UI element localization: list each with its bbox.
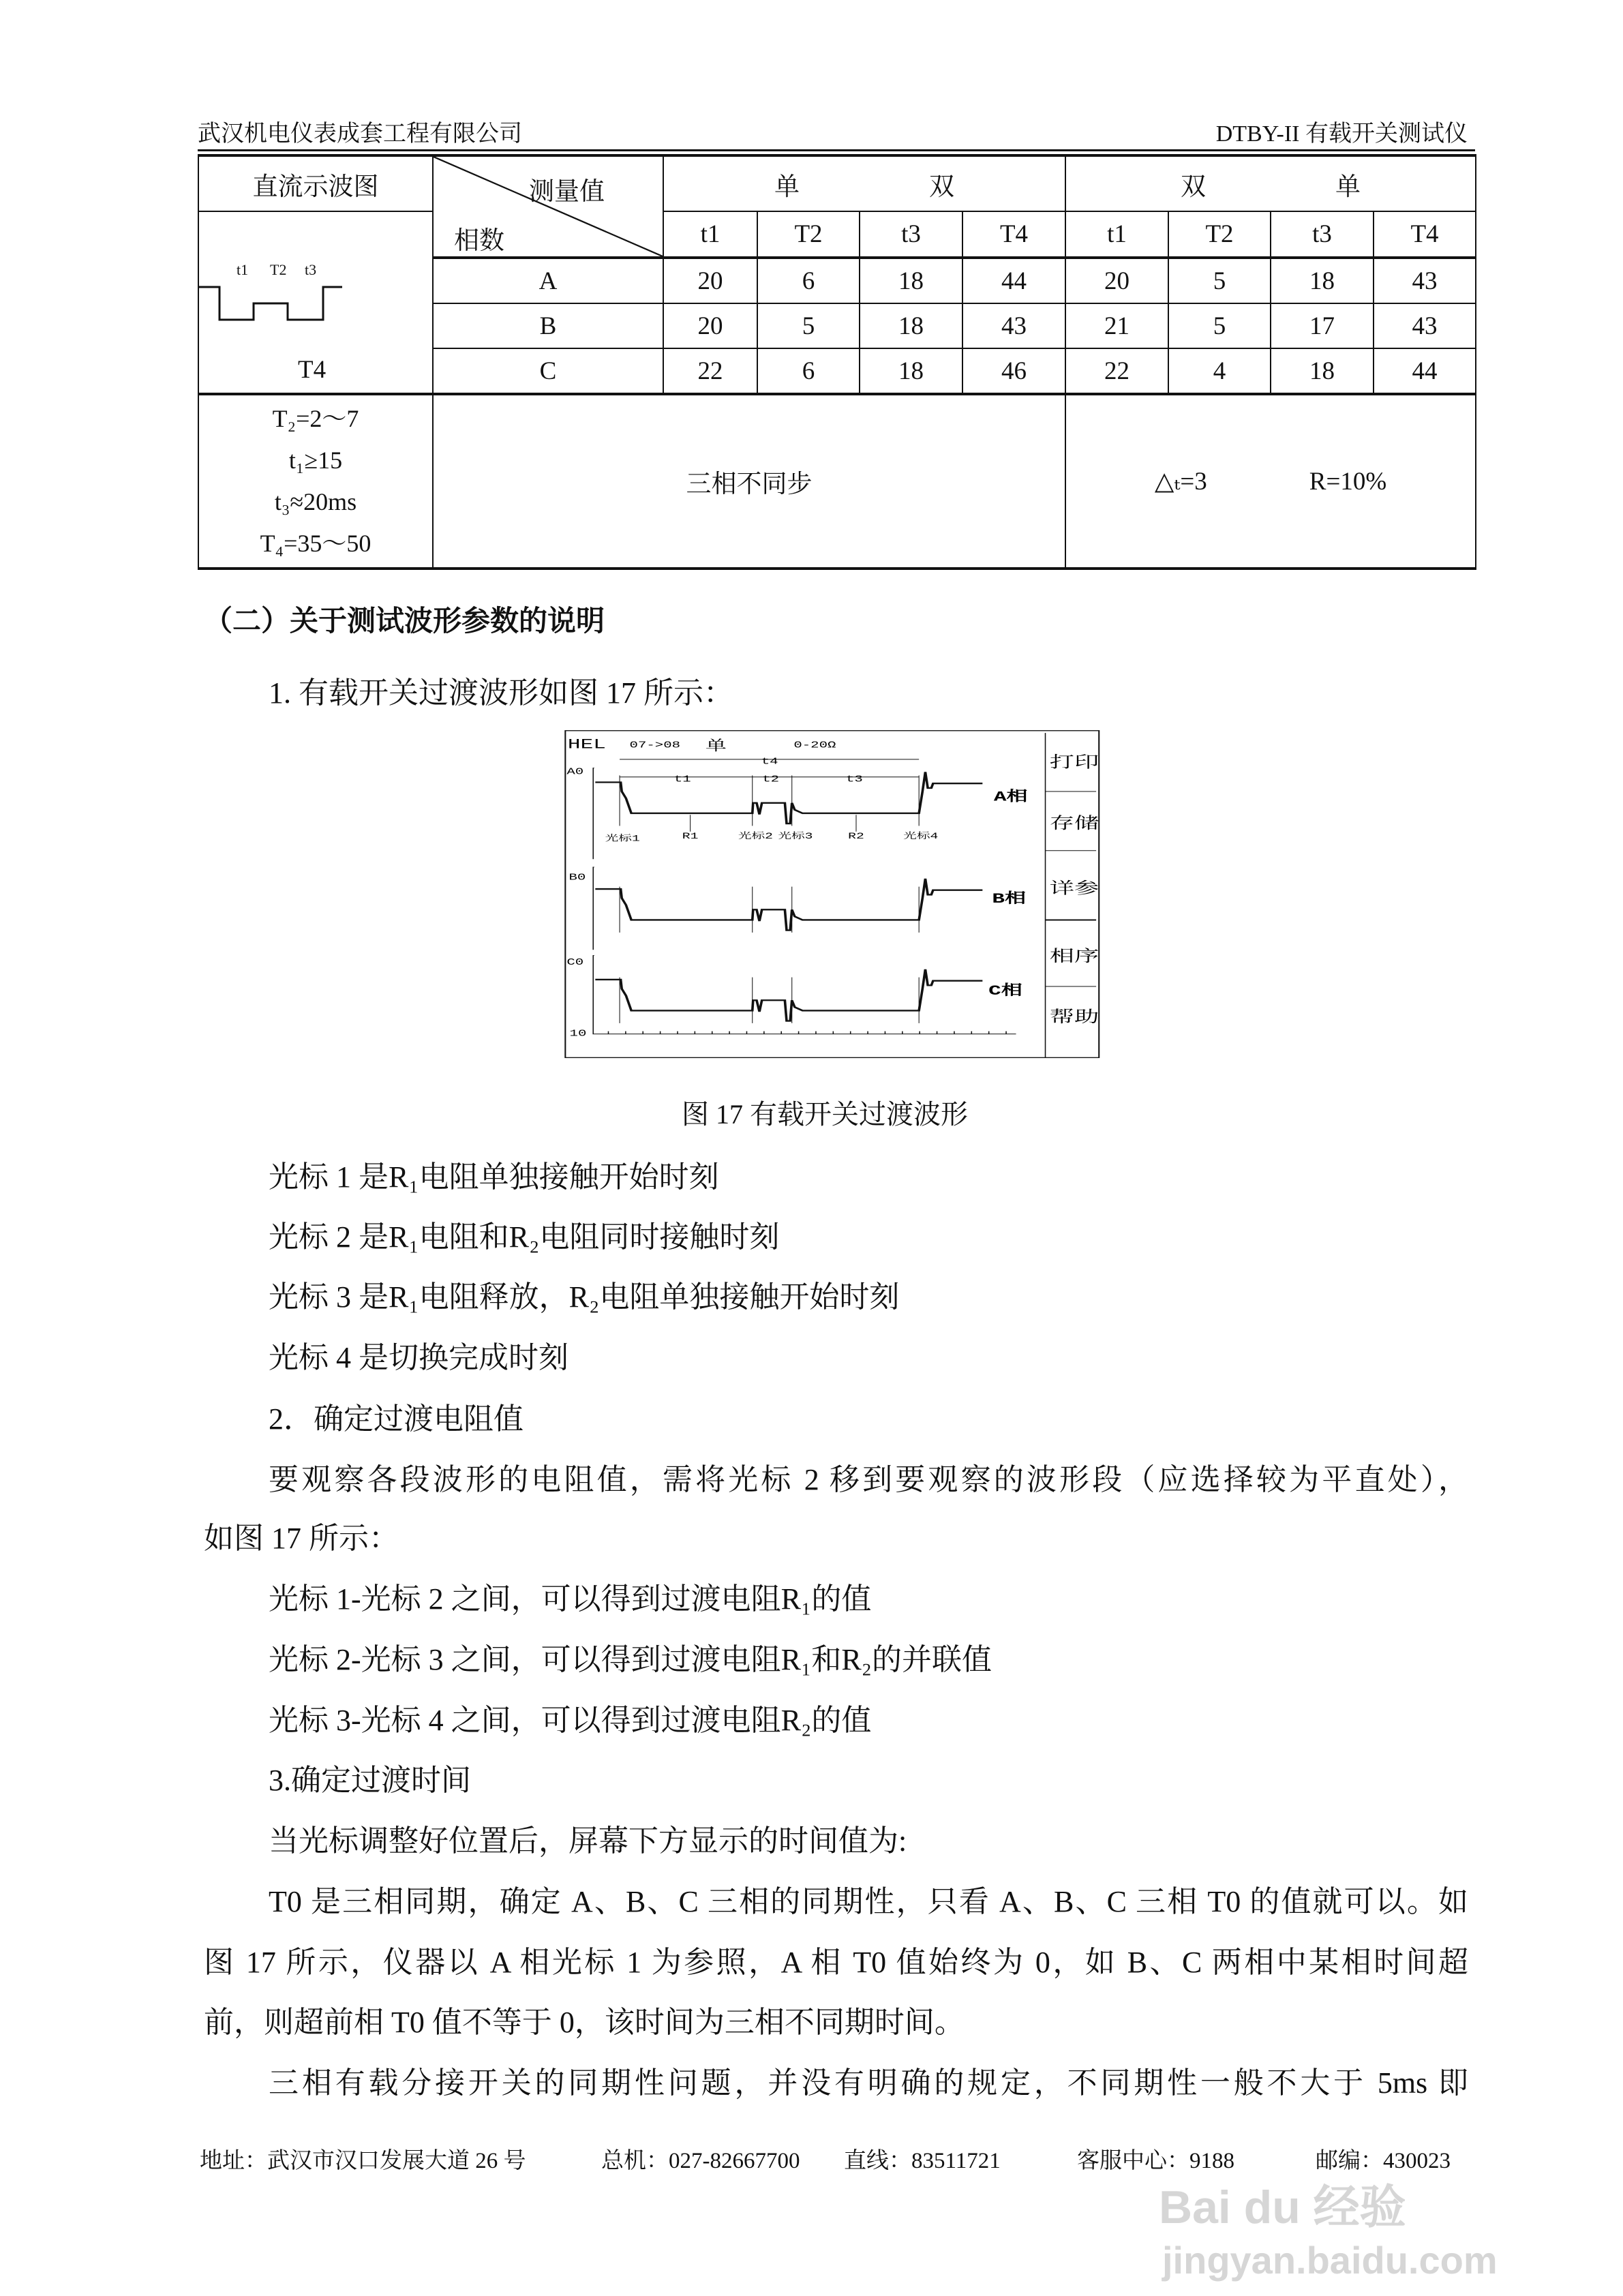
footer-switchboard: 总机：027-82667700 <box>601 2149 800 2173</box>
para2-line1: 要观察各段波形的电阻值，需将光标 2 移到要观察的波形段（应选择较为平直处）， <box>269 1463 1468 1496</box>
baidu-watermark-url: jingyan.baidu.com <box>1162 2239 1498 2282</box>
value-cell: 20 <box>663 258 757 303</box>
group2-label-b: 单 <box>1335 172 1361 201</box>
axis-label-c0: C0 <box>566 957 584 968</box>
waveform-cell <box>198 211 433 394</box>
waveform-header: 直流示波图 <box>198 155 433 211</box>
subcol-header: T2 <box>1168 211 1271 258</box>
conditions-cell <box>198 394 433 569</box>
value-cell: 21 <box>1065 303 1168 348</box>
section-title: （二）关于测试波形参数的说明 <box>204 604 605 637</box>
delta-t: △ₜ=3 <box>1154 468 1207 496</box>
cursor-3-label: 光标3 <box>778 831 813 841</box>
value-cell: 18 <box>860 303 962 348</box>
para4-line: T0 是三相同期，确定 A、B、C 三相的同期性，只看 A、B、C 三相 T0 的值就可以。如 <box>269 1885 1468 1918</box>
value-cell: 43 <box>1374 303 1476 348</box>
cursor-1-label: 光标1 <box>605 833 640 844</box>
para3: 当光标调整好位置后，屏幕下方显示的时间值为: <box>269 1824 907 1858</box>
range-desc: 光标 1-光标 2 之间，可以得到过渡电阻R₁的值 <box>269 1582 872 1616</box>
axis-label-a0: A0 <box>566 766 584 778</box>
cursor-desc: 光标 1 是R₁电阻单独接触开始时刻 <box>269 1160 719 1194</box>
header-company: 武汉机电仪表成套工程有限公司 <box>198 121 522 147</box>
fig-title-mode: 单 <box>705 738 727 755</box>
value-cell: 44 <box>1374 348 1476 394</box>
subcol-header: T4 <box>1374 211 1476 258</box>
para4-line: 前，则超前相 T0 值不等于 0，该时间为三相不同期时间。 <box>204 2006 965 2039</box>
value-cell: 6 <box>757 348 860 394</box>
figure-caption: 图 17 有载开关过渡波形 <box>682 1099 968 1130</box>
item-3: 3.确定过渡时间 <box>269 1764 471 1797</box>
result2-cell <box>1065 394 1476 569</box>
phase-cell: C <box>433 348 663 394</box>
phase-b-label: B相 <box>992 891 1027 907</box>
cursor-4-label: 光标4 <box>903 831 939 841</box>
fig-title-range: 0-20Ω <box>793 740 836 751</box>
diag-top-label: 测量值 <box>529 178 605 206</box>
range-desc: 光标 2-光标 3 之间，可以得到过渡电阻R₁和R₂的并联值 <box>269 1643 992 1676</box>
header-rule <box>198 149 1475 151</box>
test-result-table <box>198 154 1476 570</box>
diag-bottom-label: 相数 <box>454 227 504 255</box>
value-cell: 20 <box>663 303 757 348</box>
value-cell: 5 <box>1168 303 1271 348</box>
subcol-header: t3 <box>1271 211 1374 258</box>
group1-header <box>663 155 1065 211</box>
r1-label: R1 <box>682 831 699 841</box>
value-cell: 20 <box>1065 258 1168 303</box>
result1-cell: 三相不同步 <box>433 394 1065 569</box>
para4-line: 图 17 所示，仪器以 A 相光标 1 为参照，A 相 T0 值始终为 0，如 B、C 两相中某相时间超 <box>204 1946 1468 1979</box>
value-cell: 43 <box>962 303 1065 348</box>
group1-label-b: 双 <box>929 172 954 201</box>
group2-header <box>1065 155 1476 211</box>
header-product: DTBY-II 有载开关测试仪 <box>1215 121 1468 147</box>
condition: T₄=35～50 <box>260 530 371 557</box>
value-cell: 22 <box>1065 348 1168 394</box>
menu-details[interactable]: 详参 <box>1049 881 1099 899</box>
condition: T₂=2～7 <box>272 405 359 432</box>
fig-title-hel: HEL <box>567 736 606 753</box>
item-2: 2．确定过渡电阻值 <box>269 1402 524 1436</box>
interval-t1: t1 <box>673 774 691 785</box>
diagonal-header-cell <box>433 155 663 258</box>
footer-address: 地址：武汉市汉口发展大道 26 号 <box>200 2149 526 2173</box>
interval-t3: t3 <box>845 774 863 785</box>
subcol-header: T4 <box>962 211 1065 258</box>
item-1: 1. 有载开关过渡波形如图 17 所示： <box>269 676 733 710</box>
condition: t₁≥15 <box>288 447 343 474</box>
menu-phase-order[interactable]: 相序 <box>1049 948 1099 967</box>
footer-service: 客服中心：9188 <box>1077 2149 1234 2173</box>
cursor-desc: 光标 3 是R₁电阻释放，R₂电阻单独接触开始时刻 <box>269 1280 900 1314</box>
menu-help[interactable]: 帮助 <box>1049 1009 1099 1027</box>
value-cell: 18 <box>1271 258 1374 303</box>
wave-label-T2: T2 <box>270 261 287 278</box>
subcol-header: t3 <box>860 211 962 258</box>
wave-label-T4: T4 <box>298 356 327 384</box>
cursor-desc: 光标 2 是R₁电阻和R₂电阻同时接触时刻 <box>269 1220 780 1254</box>
phase-cell: B <box>433 303 663 348</box>
range-desc: 光标 3-光标 4 之间，可以得到过渡电阻R₂的值 <box>269 1704 872 1737</box>
value-cell: 4 <box>1168 348 1271 394</box>
wave-label-t1: t1 <box>237 261 249 278</box>
phase-a-label: A相 <box>993 789 1028 805</box>
value-cell: 18 <box>860 258 962 303</box>
subcol-header: t1 <box>1065 211 1168 258</box>
r2-label: R2 <box>848 831 864 841</box>
phase-cell: A <box>433 258 663 303</box>
axis-label-10: 10 <box>569 1028 587 1040</box>
transition-waveform-figure <box>559 723 1104 1077</box>
ratio: R=10% <box>1309 468 1387 496</box>
value-cell: 18 <box>860 348 962 394</box>
footer-postcode: 邮编：430023 <box>1316 2149 1451 2173</box>
value-cell: 5 <box>1168 258 1271 303</box>
wave-label-t3: t3 <box>305 261 317 278</box>
value-cell: 44 <box>962 258 1065 303</box>
value-cell: 6 <box>757 258 860 303</box>
condition: t₃≈20ms <box>274 488 357 515</box>
phase-c-label: C相 <box>988 982 1022 999</box>
group2-label-a: 双 <box>1181 172 1206 201</box>
para5: 三相有载分接开关的同期性问题，并没有明确的规定，不同期性一般不大于 5ms 即 <box>269 2066 1468 2100</box>
footer-direct: 直线：83511721 <box>844 2149 1001 2173</box>
group1-label-a: 单 <box>774 172 800 201</box>
cursor-desc: 光标 4 是切换完成时刻 <box>269 1341 568 1374</box>
fig-title-tap: 07->08 <box>629 740 681 751</box>
interval-t2: t2 <box>762 774 780 785</box>
para2-line2: 如图 17 所示： <box>204 1522 399 1555</box>
cursor-2-label: 光标2 <box>738 831 773 841</box>
baidu-watermark-logo: Bai du 经验 <box>1159 2181 1406 2233</box>
axis-label-b0: B0 <box>568 872 586 883</box>
menu-save[interactable]: 存储 <box>1049 815 1099 834</box>
menu-print[interactable]: 打印 <box>1049 755 1099 773</box>
subcol-header: T2 <box>757 211 860 258</box>
interval-t4: t4 <box>761 756 778 768</box>
value-cell: 18 <box>1271 348 1374 394</box>
value-cell: 22 <box>663 348 757 394</box>
value-cell: 43 <box>1374 258 1476 303</box>
value-cell: 17 <box>1271 303 1374 348</box>
subcol-header: t1 <box>663 211 757 258</box>
value-cell: 46 <box>962 348 1065 394</box>
value-cell: 5 <box>757 303 860 348</box>
